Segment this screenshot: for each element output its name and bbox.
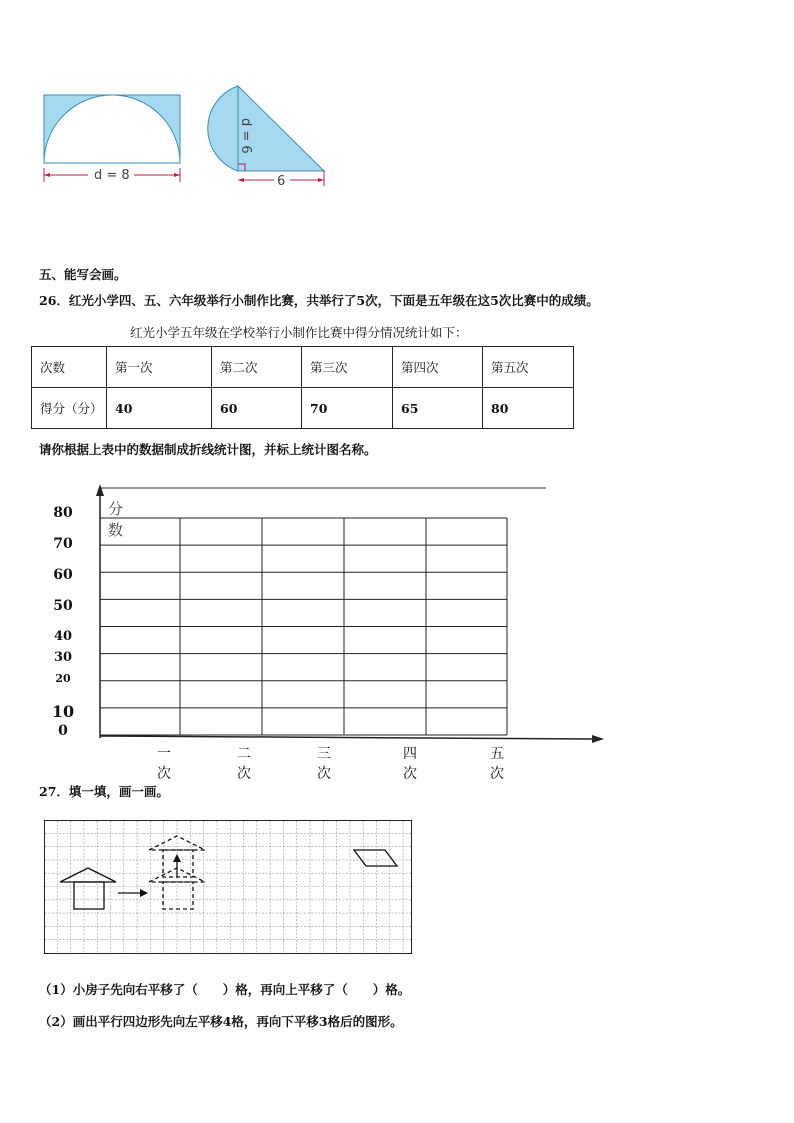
table-cell: 第三次: [302, 347, 393, 388]
y-tick-label: 20: [55, 672, 71, 685]
table-cell: 第四次: [393, 347, 483, 388]
y-tick-label: 80: [53, 505, 73, 521]
y-axis-label: 分数: [108, 500, 124, 539]
table-cell: 第二次: [212, 347, 302, 388]
x-axis-arrow: [592, 735, 604, 743]
q27-sub2: （2）画出平行四边形先向左平移4格，再向下平移3格后的图形。: [39, 1014, 403, 1029]
q26-instruction: 请你根据上表中的数据制成折线统计图，并标上统计图名称。: [39, 442, 377, 457]
y-tick-label: 50: [53, 598, 73, 614]
y-tick-label: 30: [53, 650, 73, 665]
translation-grid: [44, 820, 414, 956]
x-tick-label: 三次: [317, 746, 331, 782]
x-tick-label: 一次: [157, 746, 171, 782]
y-axis-arrow: [96, 484, 104, 496]
table-cell: 40: [107, 388, 212, 429]
triangle-base-label: 6: [277, 174, 286, 189]
q27-sub1: （1）小房子先向右平移了（ ）格，再向上平移了（ ）格。: [39, 982, 411, 997]
x-tick-label: 二次: [237, 746, 251, 782]
semicircle-diameter-label: d = 8: [94, 168, 130, 183]
x-tick-label: 四次: [403, 746, 417, 782]
q27-prompt: 27．填一填，画一画。: [39, 784, 169, 799]
table-cell: 第一次: [107, 347, 212, 388]
y-tick-label: 0: [58, 723, 68, 739]
table-caption: 红光小学五年级在学校举行小制作比赛中得分情况统计如下：: [130, 325, 468, 340]
y-tick-label: 10: [51, 702, 75, 721]
y-tick-label: 70: [53, 536, 73, 552]
table-cell: 得分（分）: [32, 388, 107, 429]
y-tick-label: 60: [53, 567, 73, 583]
table-cell: 80: [483, 388, 574, 429]
table-cell: 70: [302, 388, 393, 429]
table-cell: 第五次: [483, 347, 574, 388]
half-circle-diameter-label: d = 6: [238, 118, 253, 154]
grid-lines: [100, 518, 507, 735]
section-title: 五、能写会画。: [39, 267, 127, 282]
y-tick-label: 40: [53, 629, 73, 644]
table-cell: 65: [393, 388, 483, 429]
table-cell: 60: [212, 388, 302, 429]
x-tick-label: 五次: [490, 746, 504, 782]
q26-prompt: 26．红光小学四、五、六年级举行小制作比赛，共举行了5次，下面是五年级在这5次比赛中的成绩。: [39, 293, 599, 308]
table-cell: 次数: [32, 347, 107, 388]
